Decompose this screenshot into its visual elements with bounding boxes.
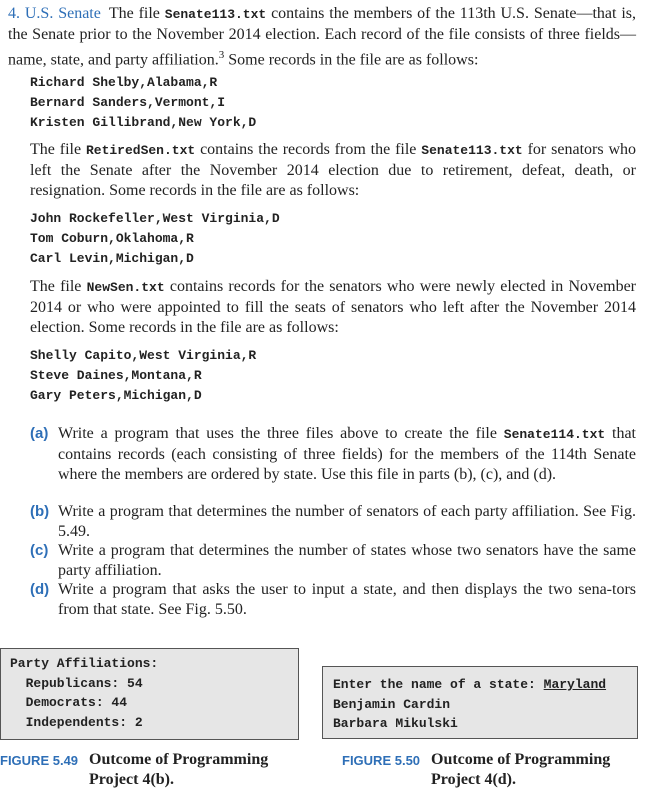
output-line: Democrats: 44 — [10, 695, 128, 710]
new-filename: NewSen.txt — [86, 280, 165, 295]
output-line: Barbara Mikulski — [333, 716, 458, 731]
part-label: (a) — [30, 425, 49, 442]
state-input-value: Maryland — [543, 677, 607, 692]
retired-filename: RetiredSen.txt — [85, 143, 196, 158]
part-text: Write a program that uses the three files above to create the file — [58, 425, 504, 442]
record-line: Kristen Gillibrand,New York,D — [30, 115, 257, 130]
output-line: Republicans: 54 — [10, 675, 143, 691]
part-text: Write a program that asks the user to input a state, and then displays the two sena-tors from that state. See Fig. 5.50. — [58, 581, 636, 618]
part-label: (c) — [30, 542, 49, 559]
part-label: (b) — [30, 503, 50, 520]
record-line: Gary Peters,Michigan,D — [30, 388, 202, 403]
figure-550-output-box — [322, 666, 638, 739]
problem-number: 4. — [8, 5, 20, 22]
part-c — [30, 541, 636, 581]
intro-text-a: The file — [108, 5, 165, 22]
retired-text-c: for senators who left the Senate after the November 2014 election due to retirement, defeat, death, or resignation. Some records in the file are as follows: — [30, 141, 637, 199]
retired-text-b: contains the records from the file — [195, 141, 422, 158]
prompt-line — [333, 675, 637, 695]
footnote-marker: 3 — [218, 49, 225, 61]
part-label: (d) — [30, 581, 50, 598]
intro-paragraph — [8, 4, 636, 70]
output-line: Independents: 2 — [10, 714, 143, 730]
records-senate113 — [30, 73, 256, 133]
record-line: Shelly Capito,West Virginia,R — [30, 348, 257, 363]
intro-filename: Senate113.txt — [164, 7, 267, 22]
problem-heading: U.S. Senate — [24, 5, 101, 22]
record-line: Richard Shelby,Alabama,R — [30, 75, 218, 90]
records-retired — [30, 209, 280, 269]
output-line: Benjamin Cardin — [333, 696, 451, 712]
intro-text-c: Some records in the file are as follows: — [224, 51, 479, 69]
part-a — [30, 424, 636, 485]
retired-text-a: The file — [30, 141, 86, 158]
part-d — [30, 580, 636, 620]
retired-paragraph — [30, 140, 636, 201]
prompt-text: Enter the name of a state: — [333, 677, 544, 692]
record-line: Tom Coburn,Oklahoma,R — [30, 231, 194, 246]
record-line: Steve Daines,Montana,R — [30, 368, 202, 383]
figure-549-caption: Outcome of Programming Project 4(b). — [89, 751, 269, 788]
new-paragraph — [30, 277, 636, 338]
new-text-b: contains records for the senators who were newly elected in November 2014 or who were appointed to fill the seats of senators who left after the November 2014 election. Some records in the file are as follows: — [30, 278, 636, 336]
part-text-b: that contains records (each consisting of three fields) for the members of the 114th Senate where the members are ordered by state. Use this file in parts (b), (c), and (d). — [58, 425, 636, 483]
record-line: Bernard Sanders,Vermont,I — [30, 95, 226, 110]
figure-550-label: FIGURE 5.50 — [342, 753, 421, 768]
part-text: Write a program that determines the number of senators of each party affiliation. See Fig. 5.49. — [58, 503, 636, 540]
part-b — [30, 502, 636, 542]
record-line: Carl Levin,Michigan,D — [30, 251, 194, 266]
output-line: Party Affiliations: — [10, 656, 159, 671]
retired-filename-2: Senate113.txt — [421, 143, 523, 158]
figure-550-caption: Outcome of Programming Project 4(d). — [431, 751, 611, 788]
part-filename: Senate114.txt — [503, 427, 606, 442]
figure-549-output-box — [0, 648, 299, 740]
new-text-a: The file — [30, 278, 87, 295]
records-new — [30, 346, 256, 406]
part-text: Write a program that determines the number of states whose two senators have the same party affiliation. — [58, 542, 636, 579]
figure-549-label: FIGURE 5.49 — [0, 753, 79, 768]
record-line: John Rockefeller,West Virginia,D — [30, 211, 280, 226]
intro-text-b: contains the members of the 113th U.S. Senate—that is, the Senate prior to the November 2014 election. Each record of the file consists of three fields—name, state, and party affiliation. — [8, 5, 636, 69]
